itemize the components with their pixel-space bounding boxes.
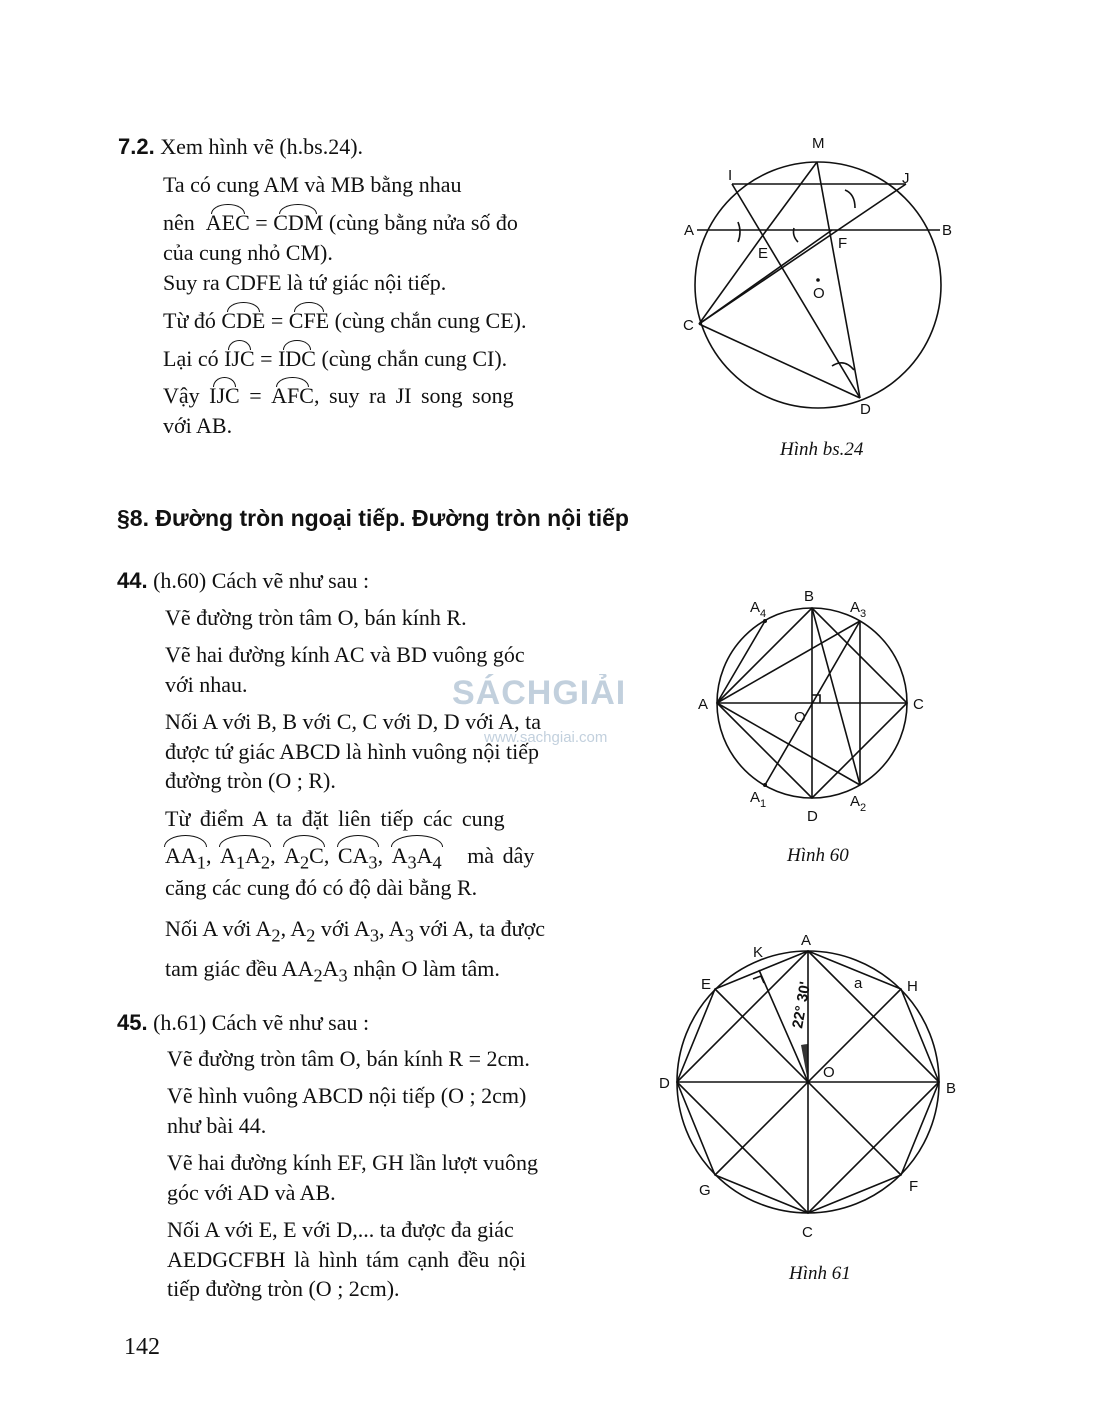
figure-61 bbox=[655, 925, 965, 1245]
problem-7-2-intro: 7.2. Xem hình vẽ (h.bs.24). bbox=[118, 134, 364, 159]
p72-line1: Ta có cung AM và MB bằng nhau bbox=[163, 172, 462, 197]
fig24-caption: Hình bs.24 bbox=[780, 439, 864, 460]
fig60-label-c: C bbox=[913, 696, 924, 713]
fig61-caption: Hình 61 bbox=[789, 1263, 851, 1284]
p44-line3: với nhau. bbox=[165, 671, 248, 697]
p72-line5: Từ đó CDE = CFE (cùng chắn cung CE). bbox=[163, 307, 527, 333]
p45-line7: AEDGCFBH là hình tám cạnh đều nội bbox=[167, 1246, 526, 1272]
fig61-label-h: H bbox=[907, 978, 918, 995]
p72-line3: của cung nhỏ CM). bbox=[163, 239, 333, 265]
fig24-label-e: E bbox=[758, 245, 769, 262]
p45-line5: góc với AD và AB. bbox=[167, 1179, 336, 1205]
fig24-label-m: M bbox=[812, 135, 825, 152]
fig61-label-a-side: a bbox=[854, 975, 863, 992]
p44-line7: Từ điểm A ta đặt liên tiếp các cung bbox=[165, 805, 505, 831]
fig61-label-c: C bbox=[802, 1224, 813, 1241]
fig24-label-f: F bbox=[838, 235, 848, 252]
fig60-label-a: A bbox=[698, 696, 709, 713]
p44-line10: Nối A với $A_2$, $A_2$ với $A_3$, $A_3$ với A, ta được bbox=[165, 916, 545, 946]
fig61-label-e: E bbox=[701, 976, 712, 993]
fig24-label-i: I bbox=[728, 167, 733, 184]
p44-arcs-line: $AA_1$, $A_1A_2$, $A_2C$, $CA_3$, $A_3A_4$ mà dây bbox=[165, 843, 535, 873]
fig60-label-a4: $A_4$ bbox=[750, 599, 767, 620]
p45-line3: như bài 44. bbox=[167, 1112, 267, 1138]
fig24-label-d: D bbox=[860, 401, 871, 418]
page-number: 142 bbox=[124, 1334, 160, 1360]
fig60-label-d: D bbox=[807, 808, 818, 825]
figure-bs24 bbox=[680, 130, 970, 430]
fig61-label-k: K bbox=[753, 944, 764, 961]
fig60-caption: Hình 60 bbox=[787, 845, 849, 866]
p72-line2: nên AEC = CDM (cùng bằng nửa số đo bbox=[163, 209, 518, 235]
fig24-label-o: O bbox=[813, 285, 825, 302]
fig61-label-g: G bbox=[699, 1182, 711, 1199]
fig24-label-b: B bbox=[942, 222, 953, 239]
fig24-label-c: C bbox=[683, 317, 694, 334]
fig60-label-a3: $A_3$ bbox=[850, 599, 867, 620]
p45-line2: Vẽ hình vuông ABCD nội tiếp (O ; 2cm) bbox=[167, 1083, 527, 1109]
p44-line11: tam giác đều $AA_2A_3$ nhận O làm tâm. bbox=[165, 956, 500, 986]
p44-line9: căng các cung đó có độ dài bằng R. bbox=[165, 874, 478, 900]
p44-line4: Nối A với B, B với C, C với D, D với A, ta bbox=[165, 709, 541, 735]
fig61-label-o: O bbox=[823, 1064, 835, 1081]
fig60-label-a1: $A_1$ bbox=[750, 789, 767, 810]
watermark-url: www.sachgiai.com bbox=[484, 729, 608, 746]
p44-line1: Vẽ đường tròn tâm O, bán kính R. bbox=[165, 605, 467, 630]
p45-line4: Vẽ hai đường kính EF, GH lần lượt vuông bbox=[167, 1150, 539, 1176]
fig24-label-a: A bbox=[684, 222, 695, 239]
fig24-label-j: J bbox=[902, 170, 910, 187]
fig61-label-d: D bbox=[659, 1075, 670, 1092]
watermark-brand: SÁCHGIẢI bbox=[452, 674, 627, 712]
p45-line6: Nối A với E, E với D,... ta được đa giác bbox=[167, 1217, 514, 1243]
figure-60 bbox=[690, 585, 940, 830]
fig61-label-f: F bbox=[909, 1178, 919, 1195]
p72-line6: Lại có IJC = IDC (cùng chắn cung CI). bbox=[163, 345, 508, 371]
p72-line4: Suy ra CDFE là tứ giác nội tiếp. bbox=[163, 269, 447, 295]
problem-44-intro: 44. (h.60) Cách vẽ như sau : bbox=[117, 568, 370, 593]
fig60-label-o: O bbox=[794, 709, 806, 726]
p44-line2: Vẽ hai đường kính AC và BD vuông góc bbox=[165, 642, 525, 668]
p72-line7: Vậy IJC = AFC, suy ra JI song song bbox=[163, 383, 514, 409]
p72-line8: với AB. bbox=[163, 413, 233, 439]
fig60-label-b: B bbox=[804, 588, 815, 605]
fig61-label-a: A bbox=[801, 932, 812, 949]
p44-line6: đường tròn (O ; R). bbox=[165, 768, 336, 794]
p45-line1: Vẽ đường tròn tâm O, bán kính R = 2cm. bbox=[167, 1046, 530, 1071]
p44-line5: được tứ giác ABCD là hình vuông nội tiếp bbox=[165, 738, 539, 764]
fig61-angle-label: 22° 30' bbox=[789, 980, 815, 1030]
section-8-heading: §8. Đường tròn ngoại tiếp. Đường tròn nội tiếp bbox=[117, 505, 629, 531]
fig61-label-b: B bbox=[946, 1080, 957, 1097]
problem-45-intro: 45. (h.61) Cách vẽ như sau : bbox=[117, 1010, 370, 1035]
fig60-label-a2: $A_2$ bbox=[850, 793, 867, 814]
p45-line8: tiếp đường tròn (O ; 2cm). bbox=[167, 1276, 400, 1302]
